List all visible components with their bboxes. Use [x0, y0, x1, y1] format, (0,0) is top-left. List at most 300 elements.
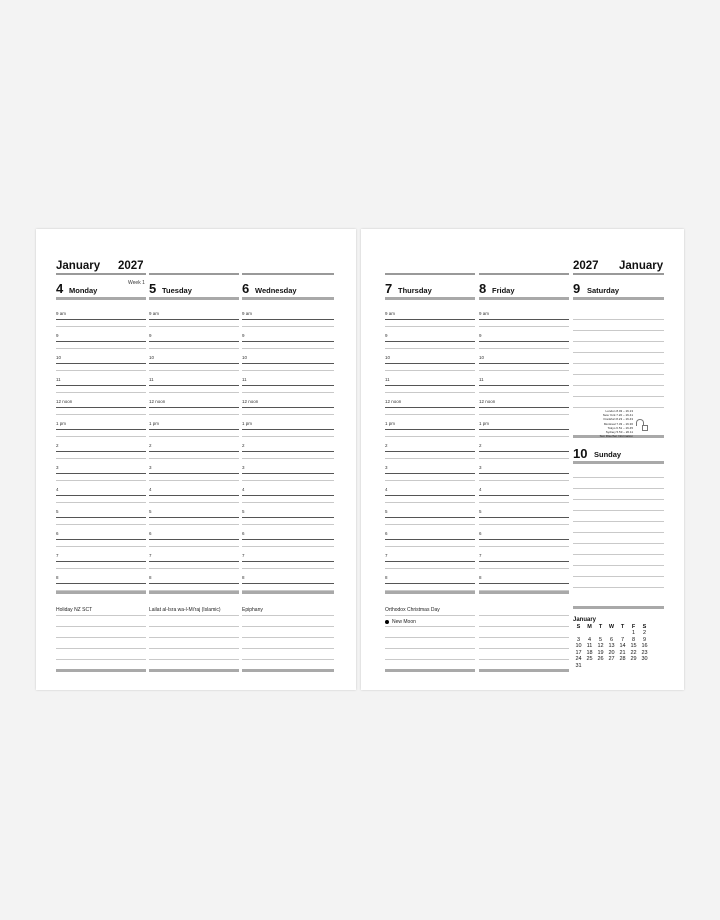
saturday-rule — [573, 352, 664, 353]
mini-calendar-day: 31 — [575, 662, 582, 669]
mini-calendar-day: 16 — [641, 643, 648, 649]
hour-rule — [56, 341, 146, 342]
day-name: Monday — [69, 286, 98, 295]
sunday-bottom-bar — [573, 606, 664, 609]
half-hour-rule — [149, 326, 239, 327]
hour-label: 12 noon — [149, 399, 166, 404]
mini-calendar-day: 5 — [598, 636, 603, 643]
hour-rule — [149, 407, 239, 408]
half-hour-rule — [385, 480, 475, 481]
hour-rule — [56, 583, 146, 584]
hour-label: 9 am — [56, 311, 67, 316]
hour-label: 5 — [149, 509, 152, 514]
hour-rule — [385, 363, 475, 364]
hour-label: 4 — [385, 487, 388, 492]
mini-calendar-day: 27 — [608, 656, 615, 662]
hour-label: 9 — [385, 333, 388, 338]
note-rule — [242, 615, 334, 616]
left-page — [36, 229, 356, 690]
timezone-line: Tokyo 6.51 – 16.45 — [607, 425, 633, 430]
timezone-line: New York 7.20 – 16.41 — [602, 413, 633, 418]
mini-calendar-weekday: S — [576, 624, 581, 630]
note-rule — [242, 626, 334, 627]
note-rule — [149, 626, 239, 627]
sunday-rule — [573, 499, 664, 500]
hour-label: 3 — [479, 465, 482, 470]
half-hour-rule — [385, 546, 475, 547]
hour-label: 1 pm — [242, 421, 253, 426]
sunday-number: 10 — [573, 446, 588, 461]
mini-calendar-day: 4 — [587, 636, 592, 643]
half-hour-rule — [149, 414, 239, 415]
note-rule — [56, 659, 146, 660]
half-hour-rule — [479, 568, 569, 569]
day-top-rule — [149, 273, 239, 275]
hour-rule — [56, 539, 146, 540]
mini-calendar-day: 20 — [608, 649, 615, 656]
note-rule — [479, 659, 569, 660]
hour-label: 12 noon — [479, 399, 496, 404]
note-rule — [385, 626, 475, 627]
day-header-bar — [385, 297, 475, 300]
half-hour-rule — [479, 436, 569, 437]
hour-rule — [385, 429, 475, 430]
hour-label: 8 — [149, 575, 152, 580]
half-hour-rule — [56, 480, 146, 481]
hour-rule — [479, 473, 569, 474]
half-hour-rule — [242, 524, 334, 525]
day-note: Holiday NZ SCT — [56, 607, 93, 613]
hour-rule — [385, 451, 475, 452]
hour-rule — [385, 319, 475, 320]
hour-label: 11 — [479, 377, 484, 382]
sunday-header-bar — [573, 461, 664, 464]
mini-calendar-day: 29 — [630, 656, 637, 662]
half-hour-rule — [479, 370, 569, 371]
mini-calendar-day: 7 — [620, 636, 625, 643]
hour-rule — [385, 583, 475, 584]
hour-rule — [479, 495, 569, 496]
mini-calendar-day: 21 — [619, 649, 626, 656]
half-hour-rule — [149, 480, 239, 481]
month-title: January — [619, 260, 664, 272]
hour-label: 4 — [242, 487, 245, 492]
bottom-bar — [149, 669, 239, 672]
hour-rule — [242, 385, 334, 386]
half-hour-rule — [149, 392, 239, 393]
hour-rule — [56, 561, 146, 562]
half-hour-rule — [385, 370, 475, 371]
day-name: Friday — [492, 286, 515, 295]
note-rule — [149, 648, 239, 649]
hour-rule — [242, 319, 334, 320]
hour-rule — [385, 341, 475, 342]
half-hour-rule — [385, 502, 475, 503]
saturday-rule — [573, 374, 664, 375]
hour-rule — [242, 341, 334, 342]
half-hour-rule — [479, 392, 569, 393]
right-page — [361, 229, 684, 690]
hour-label: 6 — [479, 531, 482, 536]
bottom-bar — [385, 669, 475, 672]
mini-calendar-day: 6 — [609, 636, 614, 643]
hour-rule — [242, 561, 334, 562]
day-top-rule — [56, 273, 146, 275]
hour-label: 9 am — [479, 311, 490, 316]
mini-calendar-day — [606, 663, 617, 670]
mini-calendar-day — [617, 663, 628, 670]
sunday-rule — [573, 587, 664, 588]
hour-rule — [242, 473, 334, 474]
day-top-rule — [385, 273, 475, 275]
hour-rule — [479, 539, 569, 540]
hour-rule — [242, 407, 334, 408]
day-top-rule — [479, 273, 569, 275]
hour-label: 12 noon — [242, 399, 259, 404]
mini-calendar-day: 25 — [586, 656, 593, 662]
hour-label: 9 — [242, 333, 245, 338]
note-rule — [385, 659, 475, 660]
hour-label: 4 — [149, 487, 152, 492]
year-title: 2027 — [573, 260, 599, 272]
half-hour-rule — [242, 458, 334, 459]
sunday-name: Sunday — [594, 450, 622, 459]
sunday-rule — [573, 554, 664, 555]
half-hour-rule — [385, 458, 475, 459]
day-note: Orthodox Christmas Day — [385, 607, 440, 613]
hour-rule — [149, 385, 239, 386]
half-hour-rule — [479, 524, 569, 525]
half-hour-rule — [56, 370, 146, 371]
hour-label: 4 — [479, 487, 482, 492]
note-rule — [242, 648, 334, 649]
half-hour-rule — [149, 502, 239, 503]
timezone-line: Montreal 7.33 – 16.36 — [603, 421, 633, 426]
half-hour-rule — [56, 392, 146, 393]
hour-label: 2 — [479, 443, 482, 448]
hour-label: 8 — [479, 575, 482, 580]
hour-label: 3 — [56, 465, 59, 470]
hour-rule — [56, 407, 146, 408]
note-rule — [479, 648, 569, 649]
hour-label: 9 — [479, 333, 482, 338]
new-moon-icon — [385, 620, 389, 624]
saturday-rule — [573, 341, 664, 342]
mini-calendar-day: 17 — [575, 649, 582, 656]
hour-label: 3 — [242, 465, 245, 470]
mini-calendar-day: 2 — [642, 630, 647, 636]
hour-rule — [242, 539, 334, 540]
note-rule — [242, 659, 334, 660]
half-hour-rule — [479, 546, 569, 547]
mini-calendar-day: 23 — [641, 649, 648, 656]
day-note: Epiphany — [242, 607, 263, 613]
sunrise-sunset-info — [573, 409, 633, 438]
bottom-bar — [242, 669, 334, 672]
hour-rule — [385, 495, 475, 496]
mini-calendar-day: 13 — [608, 643, 615, 649]
hour-label: 9 am — [242, 311, 253, 316]
saturday-header-bar — [573, 297, 664, 300]
hour-label: 5 — [479, 509, 482, 514]
mini-calendar — [573, 617, 664, 669]
day-number: 7 — [385, 281, 393, 296]
day-header-bar — [149, 297, 239, 300]
half-hour-rule — [479, 326, 569, 327]
half-hour-rule — [242, 348, 334, 349]
hour-rule — [56, 495, 146, 496]
timezone-line: Sydney 5.53 – 20.11 — [605, 430, 633, 435]
hour-rule — [385, 385, 475, 386]
mini-calendar-day: 1 — [631, 630, 636, 636]
half-hour-rule — [56, 502, 146, 503]
mini-calendar-day: 26 — [597, 656, 604, 662]
mini-calendar-weekday: T — [620, 624, 625, 630]
half-hour-rule — [56, 568, 146, 569]
hour-label: 8 — [385, 575, 388, 580]
moon-phase-note: New Moon — [392, 619, 416, 625]
half-hour-rule — [385, 326, 475, 327]
hour-rule — [479, 451, 569, 452]
hour-rule — [56, 451, 146, 452]
hour-rule — [149, 363, 239, 364]
note-rule — [385, 637, 475, 638]
hour-label: 6 — [385, 531, 388, 536]
hour-rule — [56, 385, 146, 386]
hour-rule — [242, 583, 334, 584]
hour-rule — [149, 561, 239, 562]
hour-rule — [479, 429, 569, 430]
hour-rule — [242, 495, 334, 496]
mini-calendar-week — [573, 663, 664, 670]
half-hour-rule — [242, 326, 334, 327]
notes-bar — [56, 591, 146, 594]
hour-label: 1 pm — [56, 421, 67, 426]
mini-calendar-day: 9 — [642, 636, 647, 643]
mini-calendar-weekday: S — [642, 624, 647, 630]
hour-label: 2 — [242, 443, 245, 448]
mini-calendar-day — [639, 663, 650, 670]
half-hour-rule — [56, 414, 146, 415]
day-name: Wednesday — [255, 286, 297, 295]
hour-rule — [56, 473, 146, 474]
hour-rule — [56, 429, 146, 430]
day-name: Thursday — [398, 286, 432, 295]
half-hour-rule — [242, 480, 334, 481]
hour-label: 11 — [242, 377, 247, 382]
sunday-rule — [573, 510, 664, 511]
hour-label: 10 — [56, 355, 62, 360]
sunday-rule — [573, 532, 664, 533]
mini-calendar-weekday: T — [598, 624, 603, 630]
hour-rule — [242, 429, 334, 430]
day-number: 4 — [56, 281, 64, 296]
note-rule — [242, 637, 334, 638]
hour-rule — [242, 517, 334, 518]
half-hour-rule — [385, 436, 475, 437]
notes-bar — [242, 591, 334, 594]
half-hour-rule — [56, 458, 146, 459]
note-rule — [56, 637, 146, 638]
mini-calendar-day: 15 — [630, 643, 637, 649]
note-rule — [149, 637, 239, 638]
hour-rule — [149, 319, 239, 320]
saturday-number: 9 — [573, 281, 581, 296]
half-hour-rule — [242, 392, 334, 393]
hour-label: 9 am — [149, 311, 160, 316]
notes-bar — [479, 591, 569, 594]
sunday-rule — [573, 521, 664, 522]
hour-label: 1 pm — [385, 421, 396, 426]
half-hour-rule — [479, 458, 569, 459]
mini-calendar-day: 19 — [597, 649, 604, 656]
saturday-rule — [573, 407, 664, 408]
saturday-rule — [573, 363, 664, 364]
half-hour-rule — [242, 502, 334, 503]
note-rule — [479, 615, 569, 616]
half-hour-rule — [56, 524, 146, 525]
mini-calendar-day: 22 — [630, 649, 637, 656]
hour-label: 2 — [149, 443, 152, 448]
mini-calendar-weekday: W — [608, 624, 615, 630]
day-header-bar — [56, 297, 146, 300]
saturday-name: Saturday — [587, 286, 620, 295]
half-hour-rule — [242, 414, 334, 415]
hour-rule — [479, 561, 569, 562]
half-hour-rule — [242, 546, 334, 547]
hour-label: 7 — [242, 553, 245, 558]
half-hour-rule — [385, 568, 475, 569]
hour-rule — [385, 561, 475, 562]
hour-rule — [56, 363, 146, 364]
mini-calendar-day — [595, 663, 606, 670]
hour-label: 5 — [242, 509, 245, 514]
mini-calendar-day: 24 — [575, 656, 582, 662]
hour-label: 12 noon — [385, 399, 402, 404]
mini-calendar-day: 11 — [586, 643, 593, 649]
day-name: Tuesday — [162, 286, 192, 295]
mini-calendar-day: 28 — [619, 656, 626, 662]
sunday-rule — [573, 488, 664, 489]
note-rule — [385, 648, 475, 649]
hour-label: 2 — [385, 443, 388, 448]
hour-rule — [242, 451, 334, 452]
hour-label: 10 — [385, 355, 391, 360]
sunset-icon — [642, 425, 648, 431]
mini-calendar-title: January — [573, 617, 597, 623]
month-title: January — [56, 260, 101, 272]
hour-label: 11 — [149, 377, 154, 382]
hour-rule — [479, 341, 569, 342]
day-number: 8 — [479, 281, 487, 296]
half-hour-rule — [385, 414, 475, 415]
half-hour-rule — [242, 436, 334, 437]
saturday-rule — [573, 330, 664, 331]
hour-rule — [385, 539, 475, 540]
half-hour-rule — [479, 414, 569, 415]
note-rule — [149, 615, 239, 616]
sunday-rule — [573, 543, 664, 544]
hour-rule — [149, 583, 239, 584]
timezone-line: Frankfurt 8.23 – 16.43 — [603, 417, 633, 422]
notes-bar — [385, 591, 475, 594]
hour-label: 10 — [149, 355, 155, 360]
day-number: 6 — [242, 281, 250, 296]
hour-label: 3 — [385, 465, 388, 470]
day-top-rule — [242, 273, 334, 275]
hour-label: 6 — [242, 531, 245, 536]
note-rule — [149, 659, 239, 660]
saturday-rule — [573, 385, 664, 386]
mini-calendar-weekday: M — [587, 624, 592, 630]
hour-label: 1 pm — [149, 421, 160, 426]
sunday-rule — [573, 477, 664, 478]
hour-label: 12 noon — [56, 399, 73, 404]
hour-rule — [149, 429, 239, 430]
half-hour-rule — [149, 436, 239, 437]
mini-calendar-day: 30 — [641, 656, 648, 662]
year-title: 2027 — [118, 260, 144, 272]
hour-rule — [479, 517, 569, 518]
note-rule — [56, 615, 146, 616]
half-hour-rule — [242, 370, 334, 371]
day-note: Lailat al-Isra wa-l-Mi'raj (Islamic) — [149, 607, 221, 613]
hour-rule — [385, 517, 475, 518]
day-header-bar — [479, 297, 569, 300]
half-hour-rule — [149, 348, 239, 349]
mini-calendar-day: 18 — [586, 649, 593, 656]
hour-rule — [149, 341, 239, 342]
notes-bar — [149, 591, 239, 594]
half-hour-rule — [149, 370, 239, 371]
hour-label: 1 pm — [479, 421, 490, 426]
mini-calendar-day — [584, 663, 595, 670]
half-hour-rule — [56, 546, 146, 547]
bottom-bar — [56, 669, 146, 672]
hour-rule — [149, 451, 239, 452]
hour-rule — [479, 407, 569, 408]
hour-rule — [479, 385, 569, 386]
half-hour-rule — [56, 326, 146, 327]
hour-rule — [385, 473, 475, 474]
hour-rule — [149, 495, 239, 496]
note-rule — [479, 626, 569, 627]
saturday-top-rule — [573, 273, 664, 275]
hour-rule — [479, 319, 569, 320]
half-hour-rule — [56, 436, 146, 437]
hour-label: 3 — [149, 465, 152, 470]
hour-rule — [385, 407, 475, 408]
half-hour-rule — [385, 392, 475, 393]
hour-rule — [56, 517, 146, 518]
hour-rule — [479, 583, 569, 584]
hour-label: 7 — [385, 553, 388, 558]
half-hour-rule — [149, 458, 239, 459]
half-hour-rule — [149, 546, 239, 547]
hour-label: 2 — [56, 443, 59, 448]
hour-label: 6 — [149, 531, 152, 536]
sunday-rule — [573, 576, 664, 577]
mini-calendar-day: 3 — [576, 636, 581, 643]
half-hour-rule — [479, 348, 569, 349]
mini-calendar-day: 12 — [597, 643, 604, 649]
hour-label: 7 — [149, 553, 152, 558]
half-hour-rule — [479, 502, 569, 503]
hour-label: 8 — [56, 575, 59, 580]
hour-label: 9 am — [385, 311, 396, 316]
half-hour-rule — [149, 568, 239, 569]
hour-label: 5 — [56, 509, 59, 514]
